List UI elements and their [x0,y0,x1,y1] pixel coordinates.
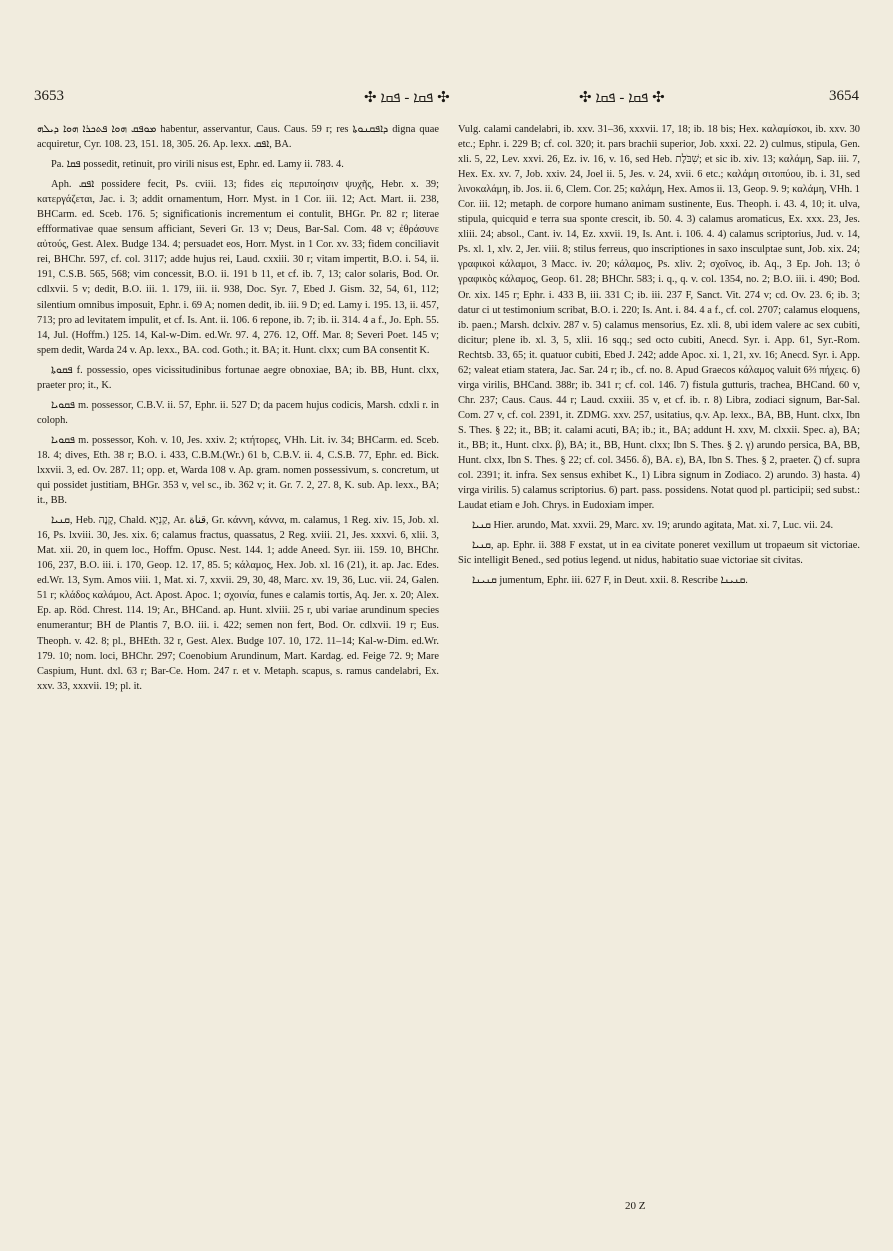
entry-paragraph: Vulg. calami candelabri, ib. xxv. 31–36, xxxvii. 17, 18; ib. 18 bis; Hex. καλαμίσκοι, ib. xxv. 30 etc.; Ephr. i. 229 B; cf. col. 320; it. pars brachii superior, Job. xxxi. 22. 2) culmus, stipula, Gen. xli. 5, 22, Lev. xxvi. 26, Ez. iv. 16, v. 16, sed Heb. שִׁבֹּלֶת; et sic ib. xiv. 13; καλάμη, Sap. iii. 7, Hex. Ex. xv. 7, Job. xxiv. 24, Joel ii. 5, Jes. v. 24, xvii. 6 etc.; καλάμη σιτοπύου, ib. i. 31, sed λινοκαλάμη, ib. Jos. ii. 6, Clem. Cor. 25; καλάμη, Hex. Amos ii. 13, Geop. 9. 9; καλάμη, VHh. 1 Cor. iii. 12; metaph. de corpore humano animam sustinente, Eus. Theoph. i. 43. 4, 10; it. ulva, stipula, quicquid e terra sua sponte crescit, ib. 50. 4. 3) calamus aromaticus, Ex. xxx. 23, Jes. xliii. 24; absol., Cant. iv. 14, Ez. xxvii. 19, Is. Ant. i. 106. 4. 4) calamus scriptorius, Jud. v. 14, Ps. xl. 1, xlv. 2, Jer. viii. 8; stilus ferreus, quo inscriptiones in saxo insculptae sunt, Job. xix. 24; γραφικοὶ κάλαμοι, 3 Macc. iv. 20; κάλαμος, Ps. xliv. 2; σχοῖνος, ib. Aq., 3 Ep. Joh. 13; ὁ γραφικὸς κάλαμος, Geop. 61. 28; BHChr. 583; i. q., q. v. col. 1354, no. 2; B.O. iii. i. 490; Bod. Or. xix. 145 r; Ephr. i. 433 B, iii. 331 C; ib. iii. 237 F, Sanct. Vit. 274 v; cd. Ov. 23. 6; ib. 3; datur ci ut testimonium scribat, B.O. i. 220; Is. Ant. i. 84. 4 a f., cf. col. 2707; calamus eloquens, ib. paen.; Marsh. dclxiv. 287 v. 5) calamus mensorius, Ez. xli. 8, ubi idem valere ac sex cubiti, dicitur; plene ib. xl. 3, 5, xlii. 16 sqq.; sed octo cubiti, Anecd. Syr. i. App. 61, Syr.-Rom. Rechtsb. 33, 65; it. quatuor cubiti, Ebed J. 242; adde Apoc. xi. 1, 21, xv. 16; Anecd. Syr. i. App. 62; valeat etiam statera, Jac. Sar. 24 r; ib., cf. no. 8. Apud Graecos κάλαμος valuit 6⅔ πήχεις. 6) virga virilis, BHCand. 388r; ib. 341 r; cf. col. 146. 7) fistula gutturis, trachea, BHCand. 60 v, Chr. 237; Caus. Caus. 44 r; Laud. cxxiii. 35 v, et cf. ib. r. 8) Libra, zodiaci signum, Bar-Sal. Com. 27 v, cf. col. 2391, it. ZDMG. xxv. 257, usitatius, q.v. Ap. lexx., BA, BB, Hunt. clxx, Ibn S. Thes. § 22; it., BB; it. calami acuti, BA; ib.; it., BA; addunt H. xxv, M. clxxii. Spec. a), BA; it., BB; it., Hunt. clxx. β), BA; it., BB, Hunt. clxx; Ibn S. Thes. § 2. γ) arundo persica, BA, BB, Hunt. clxx, Ibn S. Thes. § 22; cf. col. 3456. δ), BA. ε), BA, Ibn S. Thes. § 2, praeter. ζ) cf. supra col. 2391; it. infra. Sex sensus exhibet K., 1) Libra signum in Zodiaco. 2) arundo. 3) hasta. 4) virga virilis. 5) calamus scriptorius. 6) part. pass. possidens. Notat quod pl. participii; sed subst.: Laudat etiam e Joh. Chrys. in Eudoxiam imper. [458,124,860,512]
entry-paragraph: Pa. ܦܩܐ possedit, retinuit, pro virili nisus est, Ephr. ed. Lamy ii. 783. 4. [51,159,344,171]
running-title-left: ✣ ܦܩܐ - ܦܩܐ ✣ [364,90,450,106]
page-number-right: 3654 [829,88,859,104]
entry-paragraph: Aph. ܐܦܩ possidere fecit, Ps. cviii. 13; fides εἰς περιποίησιν ψυχῆς, Hebr. x. 39; κατεργάζεται, Jac. i. 3; addit ornamentum, Horr. Myst. in 1 Cor. iii. 12; Act. Mart. ii. 238, BHCarm. ed. Sceb. 176. 5; significationis incrementum ei contulit, BHGr. Pr. 82 r; literae effformativae quae sensum afficiant, Severi Gr. 13 v; Deus, Bar-Sal. Com. 48 v; ἐθράσυνε αὐτούς, Gest. Alex. Budge 134. 4; persuadet eos, Horr. Myst. in 1 Cor. xv. 33; fidem conciliavit rei, BHChr. 597, cf. col. 3117; adde hujus rei, Laud. cxxiii. 30 r; vitam impertit, B.O. i. 54, ii. 191, C.S.B. 565, 568; vim concessit, B.O. ii. 191 b 11, et cf. ib. 7, 13; calor solaris, Bod. Or. cdlxvii. 5 v; dedit, B.O. iii. 1. 179, iii. ii. 938, Doc. Syr. 7, Ebed J. Gism. 32, 54, 61, 112; silentium omnibus imposuit, Ephr. i. 69 A; nomen dedit, ib. iii. 9 D; ed. Lamy i. 195. 13, ii. 457, 713; pro ad levitatem impulit, et cf. Is. Ant. ii. 106. 6 repone, ib. 7; ib. ii. 314. 4 a f., Jo. Eph. 55. 14, Jul. (Hoffm.) 125. 14, Kal-w-Dim. ed.Wr. 97. 4, 276. 12, Off. Mar. 8; Severi Poet. 145 v; spem dedit, Warda 24 v. Ap. lexx., BA. cod. Goth.; it. BA; it. Hunt. clxx; cum BA consentit K. [37,179,440,356]
entry-paragraph: ܦܩܘܬܐ f. possessio, opes vicissitudinibus fortunae aegre obnoxiae, BA; ib. BB, Hunt. clxx, praeter pro; it., K. [37,364,439,391]
entry-paragraph: ܩܢܝܢܐ jumentum, Ephr. iii. 627 F, in Deut. xxii. 8. Rescribe ܩܢܝܢܐ. [472,575,748,587]
entry-paragraph: ܦܩܘܝܐ m. possessor, C.B.V. ii. 57, Ephr. ii. 527 D; da pacem hujus codicis, Marsh. cdxli r. in coloph. [37,399,439,426]
page-number-left: 3653 [34,88,64,104]
right-column [458,122,860,593]
left-column [37,122,439,699]
entry-paragraph: ܩܢܝܐ, ap. Ephr. ii. 388 F exstat, ut in ea civitate poneret vexillum ut tropaeum sit victoriae. Sic intelligit Bened., sed potius legend. ut nidus, habitatio suae victoriae sit civitas. [458,540,860,567]
entry-paragraph: ܩܢܝܐ Hier. arundo, Mat. xxvii. 29, Marc. xv. 19; arundo agitata, Mat. xi. 7, Luc. vii. 24. [472,520,834,532]
entry-paragraph: ܡܘܦܩ ܗܘܐ ܦܬܟܪܐ ܗܘܐ ܕܝܠܗ habentur, asservantur, Caus. Caus. 59 r; res ܕܐܦܩܢܘܬܐ digna quae acquiretur, Cyr. 108. 23, 151. 18, 305. 26. Ap. lexx. ܐܦܩ, BA. [37,124,439,151]
page-header [34,88,859,108]
entry-paragraph: ܦܩܘܝܐ m. possessor, Koh. v. 10, Jes. xxiv. 2; κτήτορες, VHh. Lit. iv. 34; BHCarm. ed. Sceb. 18. 4; dives, Eth. 38 r; B.O. i. 433, C.B.M.(Wr.) 61 b, C.B.V. ii. 4, C.S.B. 77, Ephr. ed. Bick. lxxvii. 3, ed. Ov. 287. 11; opp. et, Warda 108 v. Ap. gram. nomen possessivum, s. concretum, ut qui possidet justitiam, BHGr. 353 v, vel sc., ib. 362 v; it. Gr. 7. 2, 27. 8, K. sub. Ap. lexx., BA; it., BB. [37,434,439,507]
running-title-right: ✣ ܦܩܐ - ܦܩܐ ✣ [579,90,665,106]
entry-paragraph: ܩܢܝܐ, Heb. קָנֶה, Chald. קַנְיָא, Ar. قناة, Gr. κάννη, κάννα, m. calamus, 1 Reg. xiv. 15, Job. xl. 16, Ps. lxviii. 30, Jes. xix. 6; calamus fractus, quassatus, 2 Reg. xviii. 21, Jes. xxxvi. 6, xlii. 3, Mat. xii. 20, in quem loc., Hoffm. Opusc. Nest. 144. 1; adde Aneed. Syr. iii. 159. 10, BHChr. 106, 237, B.O. iii. i. 170, Geop. 12. 17, 85. 5; κάλαμος, Hex. Job. xl. 16 (21), it. ap. Jac. Edes. ed.Wr. 13, Sym. Amos viii. 1, Mat. xi. 7, xxvii. 29, 30, 48, Marc. xv. 19, 36, Luc. vii. 24, Galen. 51 r; κλάδος καλάμου, Act. Apost. Apoc. 1; σχοινία, funes e calamis tortis, Aq. Jer. x. 20; Alex. Ep. ap. Röd. Chrest. 114. 19; Ar., BHCand. ap. Hunt. xlviii. 25 r, ubi variae arundinum species enumerantur; BH de Plantis 7, B.O. iii. i. 422; semen non fert, Bod. Or. cdlxvii. 19 r; Eus. Theoph. v. 42. 8; pl., BHEth. 32 r, Gest. Alex. Budge 107. 10, 172. 11–14; Kal-w-Dim. ed.Wr. 179. 10; nom. loci, BHChr. 297; Coenobium Arundinum, Mart. Kardag. ed. Feige 72. 9; Mare Caspium, Hunt. dxl. 63 r; Bar-Ce. Hom. 247 r. et v. Metaph. scapus, s. ramus candelabri, Ex. xxv. 33, xxxvii. 19; pl. it. [37,515,440,692]
signature-mark: 20 Z [625,1200,646,1212]
